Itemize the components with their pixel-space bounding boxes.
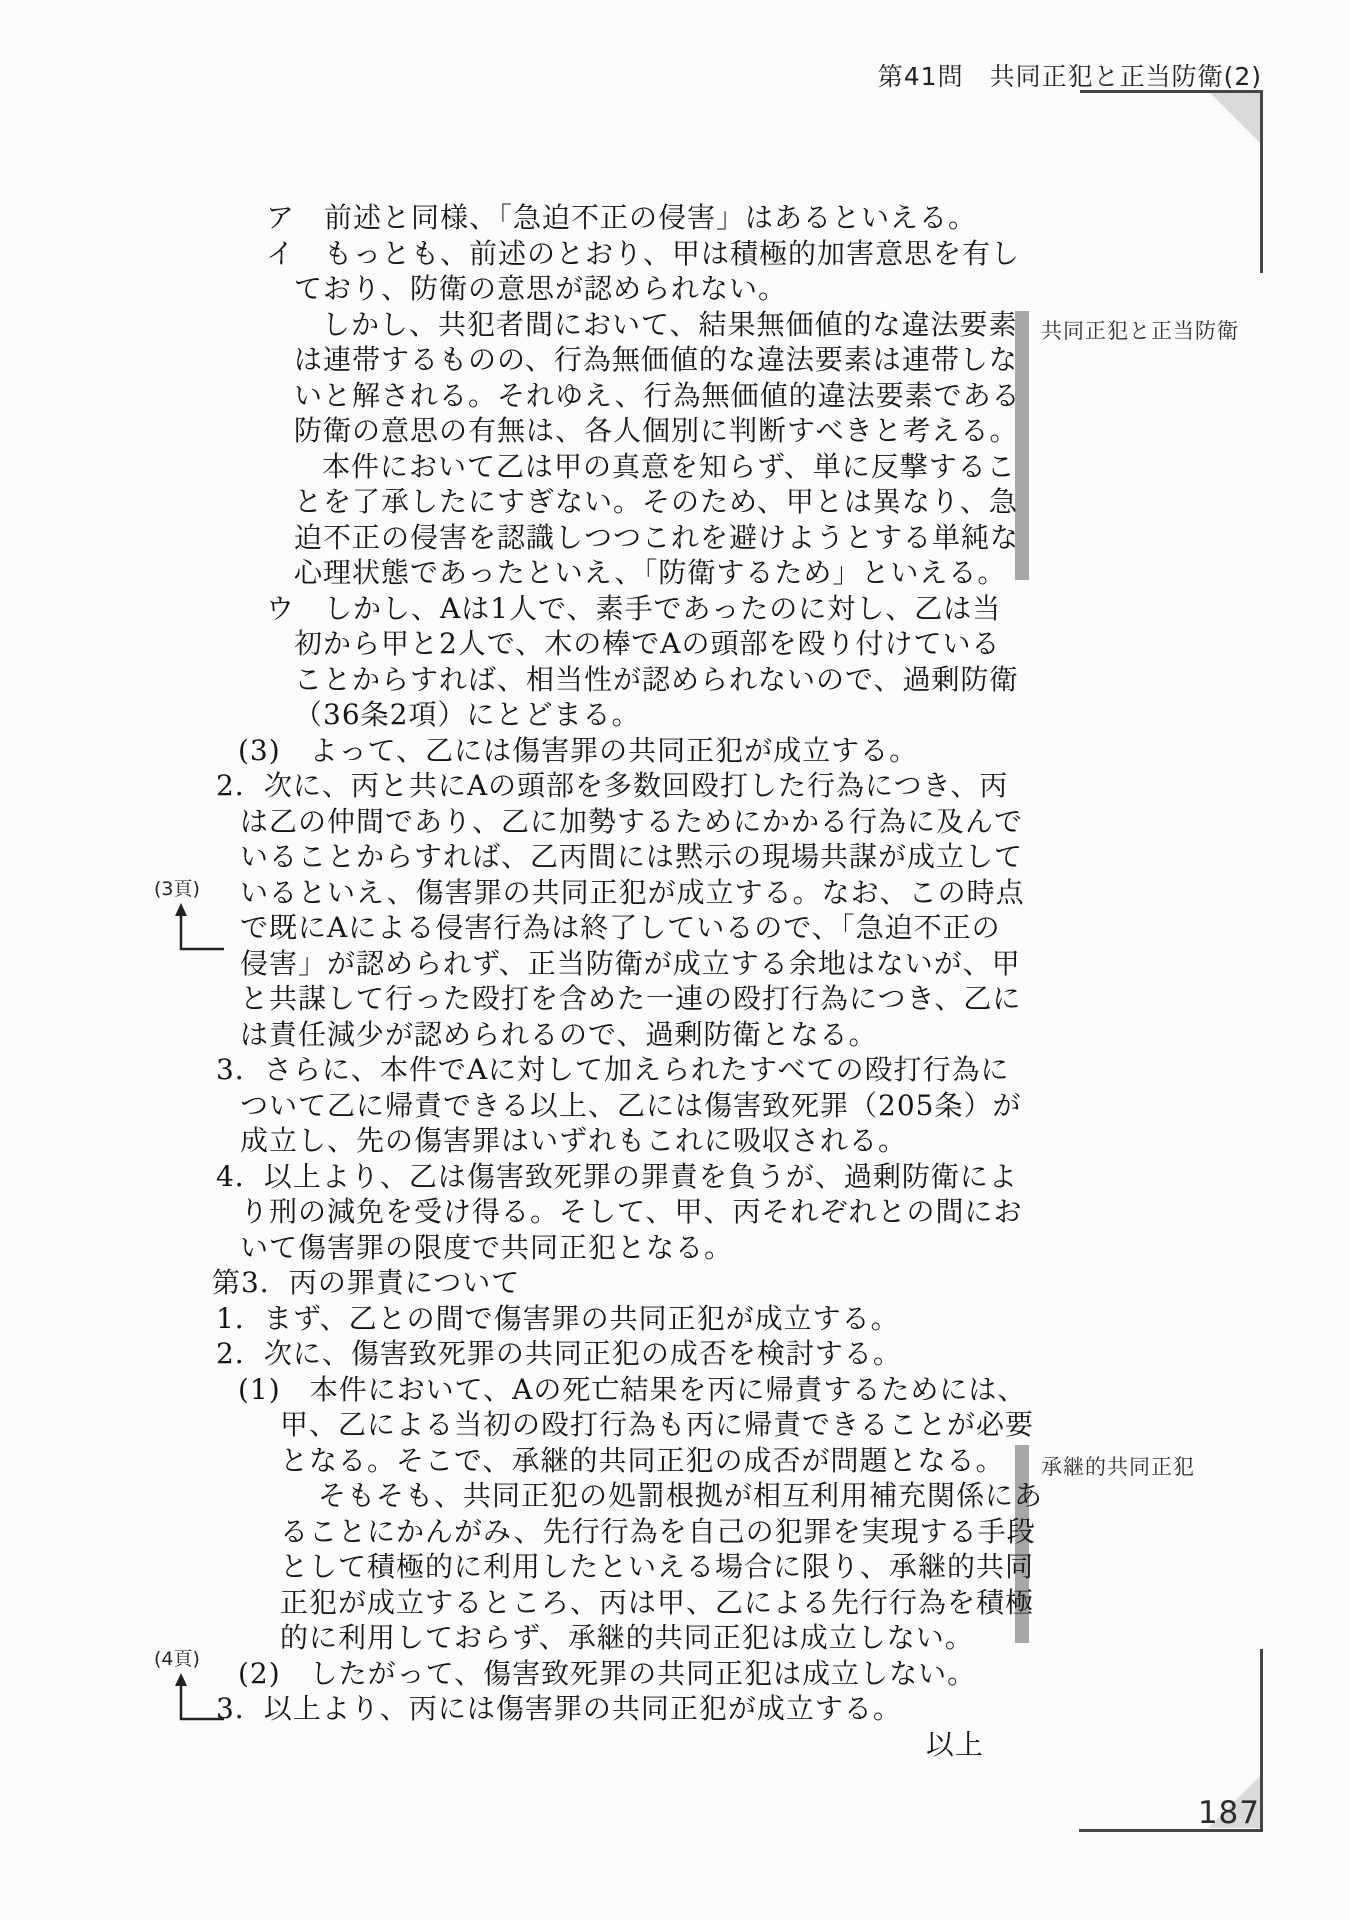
body-line: 3．さらに、本件でAに対して加えられたすべての殴打行為に [216,1053,1010,1086]
body-line: (3) よって、乙には傷害罪の共同正犯が成立する。 [238,733,919,767]
body-line: と共謀して行った殴打を含めた一連の殴打行為につき、乙に [240,982,1022,1015]
body-line: 以上 [926,1727,985,1761]
body-line: 3．以上より、丙には傷害罪の共同正犯が成立する。 [216,1692,902,1725]
body-line: 初から甲と2人で、木の棒でAの頭部を殴り付けている [294,627,1001,660]
body-line: 本件において乙は甲の真意を知らず、単に反撃するこ [322,449,1016,483]
body-line: いるといえ、傷害罪の共同正犯が成立する。なお、この時点 [240,875,1025,909]
body-line: となる。そこで、承継的共同正犯の成否が問題となる。 [280,1443,1005,1477]
sidebar-keyword-label: 共同正犯と正当防衛 [1041,319,1239,343]
body-line: ついて乙に帰責できる以上、乙には傷害致死罪（205条）が [240,1088,1022,1122]
body-line: いて傷害罪の限度で共同正犯となる。 [240,1230,734,1264]
body-line: とを了承したにすぎない。そのため、甲とは異なり、急 [294,485,1018,518]
body-line: 1．まず、乙との間で傷害罪の共同正犯が成立する。 [216,1301,900,1335]
body-line: いと解される。それゆえ、行為無価値的違法要素である [294,378,1021,412]
body-line: 甲、乙による当初の殴打行為も丙に帰責できることが必要 [280,1408,1035,1441]
body-line: 心理状態であったといえ、「防衛するため」といえる。 [294,556,1007,589]
body-line: 迫不正の侵害を認識しつつこれを避けようとする単純な [294,520,1020,554]
body-line: ア 前述と同様、「急迫不正の侵害」はあるといえる。 [266,201,978,234]
body-line: 的に利用しておらず、承継的共同正犯は成立しない。 [280,1621,974,1654]
body-line: （36条2項）にとどまる。 [294,698,641,731]
body-line: 正犯が成立するところ、丙は甲、乙による先行行為を積極 [280,1585,1035,1619]
page-number: 187 [1197,1795,1260,1831]
body-line: 4．以上より、乙は傷害致死罪の罪責を負うが、過剰防衛によ [216,1159,1018,1193]
page-ref-label: (3頁) [154,878,200,900]
body-line: は乙の仲間であり、乙に加勢するためにかかる行為に及んで [240,804,1024,838]
body-line: 成立し、先の傷害罪はいずれもこれに吸収される。 [240,1124,908,1157]
chapter-title: 第41問 共同正犯と正当防衛(2) [877,62,1262,91]
body-line: り刑の減免を受け得る。そして、甲、丙それぞれとの間にお [240,1195,1023,1228]
body-line: しかし、共犯者間において、結果無価値的な違法要素 [322,307,1018,341]
body-line: ることにかんがみ、先行行為を自己の犯罪を実現する手段 [280,1514,1036,1548]
body-line: で既にAによる侵害行為は終了しているので、「急迫不正の [240,911,1001,944]
sidebar-keyword-label: 承継的共同正犯 [1041,1455,1195,1479]
answer-body-text [0,200,1350,1762]
body-line: イ もっとも、前述のとおり、甲は積極的加害意思を有し [266,236,1021,270]
body-line: は連帯するものの、行為無価値的な違法要素は連帯しな [294,343,1018,376]
body-line: ウ しかし、Aは1人で、素手であったのに対し、乙は当 [266,591,1002,625]
body-line: 侵害」が認められず、正当防衛が成立する余地はないが、甲 [240,946,1021,980]
body-line: そもそも、共同正犯の処罰根拠が相互利用補充関係にあ [318,1479,1044,1512]
body-line: 第3．丙の罪責について [212,1266,521,1299]
body-line: 2．次に、丙と共にAの頭部を多数回殴打した行為につき、丙 [216,769,1009,802]
page-ref-label: (4頁) [154,1648,200,1670]
body-line: は責任減少が認められるので、過剰防衛となる。 [240,1017,878,1051]
body-line: いることからすれば、乙丙間には黙示の現場共謀が成立して [240,840,1024,873]
body-line: 防衛の意思の有無は、各人個別に判断すべきと考える。 [294,414,1019,447]
page-fold-triangle-top-icon [1210,93,1262,145]
body-line: ことからすれば、相当性が認められないので、過剰防衛 [294,662,1019,696]
body-line: (2) したがって、傷害致死罪の共同正犯は成立しない。 [238,1656,977,1690]
body-line: 2．次に、傷害致死罪の共同正犯の成否を検討する。 [216,1337,902,1370]
body-line: (1) 本件において、Aの死亡結果を丙に帰責するためには、 [238,1372,1027,1406]
body-line: ており、防衛の意思が認められない。 [294,272,788,305]
body-line: として積極的に利用したといえる場合に限り、承継的共同 [280,1550,1035,1583]
